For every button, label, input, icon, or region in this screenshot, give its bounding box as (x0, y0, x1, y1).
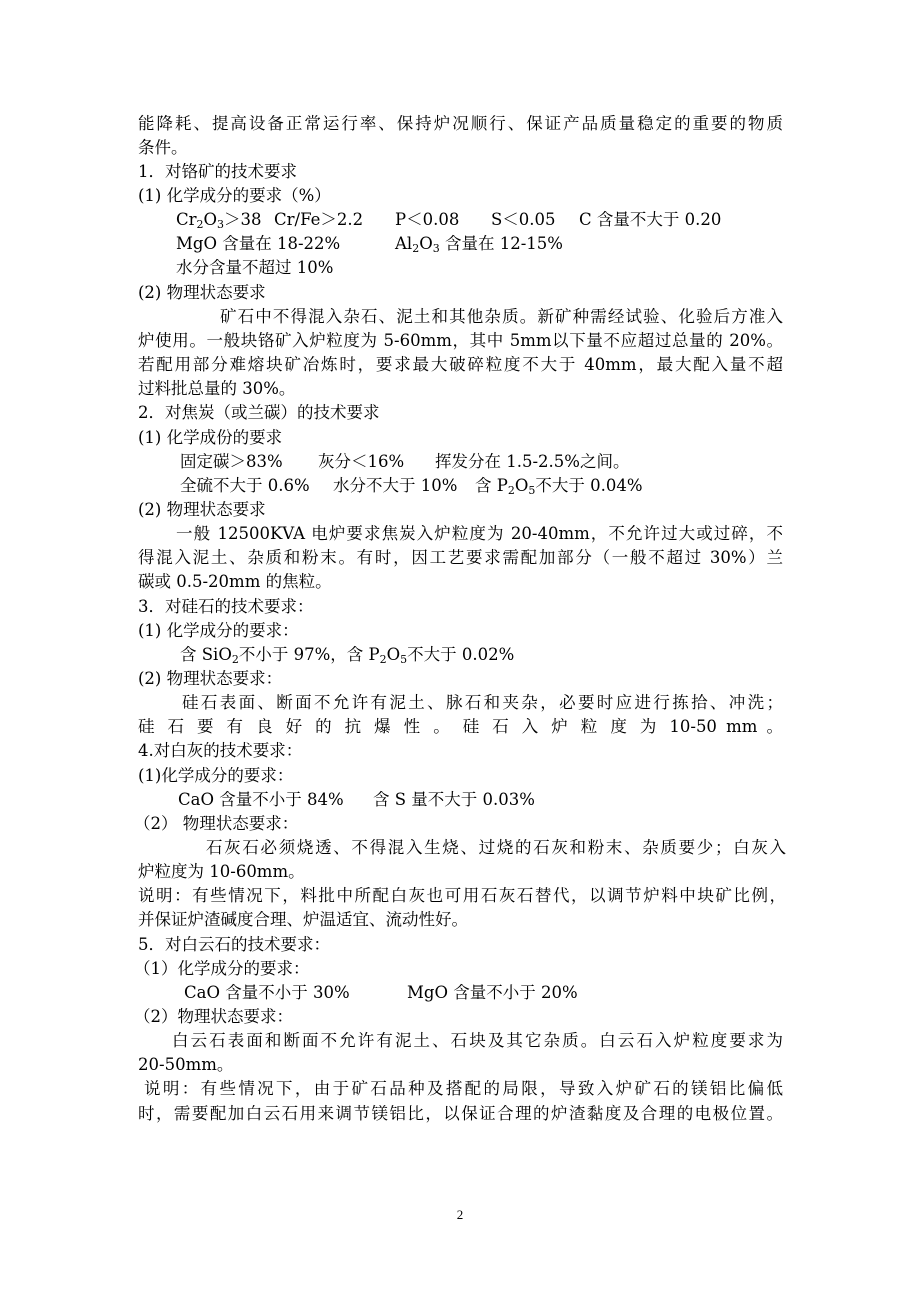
chromite-c-spec: C 含量不大于 0.20 (579, 210, 722, 229)
dolomite-note-line-1: 说明：有些情况下，由于矿石品种及搭配的局限，导致入炉矿石的镁铝比偏低 (144, 1079, 783, 1098)
lime-chem-heading: (1)化学成分的要求： (138, 766, 294, 785)
chromite-water-spec: 水分含量不超过 10% (176, 258, 334, 277)
silica-composition-spec: 含 SiO$_2$不小于 97%，含 $P_2O_5$不大于 0.02% (180, 645, 515, 666)
coke-phys-line-3: 碳或 0.5-20mm 的焦粒。 (138, 572, 332, 591)
chromite-cr2o3-spec: $Cr_2O_3>38$ (176, 210, 262, 231)
dolomite-note-line-2: 时，需要配加白云石用来调节镁铝比，以保证合理的炉渣黏度及合理的电极位置。 (138, 1104, 783, 1123)
lime-cao-spec: CaO 含量不小于 84% (178, 790, 344, 809)
section-heading-dolomite: 5．对白云石的技术要求： (138, 935, 330, 954)
silica-phys-heading: (2) 物理状态要求： (138, 669, 283, 688)
lime-phys-heading: （2） 物理状态要求： (134, 814, 299, 833)
chromite-phys-line-4: 过料批总量的 30%。 (138, 379, 296, 398)
lime-phys-line-2: 炉粒度为 10-60mm。 (138, 862, 305, 881)
section-heading-coke: 2．对焦炭（或兰碳）的技术要求 (138, 403, 380, 422)
coke-p2o5-spec: 含 $P_2O_5$不大于 0.04% (475, 476, 643, 497)
chromite-crfe-spec: Cr/Fe＞2.2 (274, 210, 364, 229)
coke-phys-heading: (2) 物理状态要求 (138, 500, 266, 519)
chromite-al2o3-spec: $Al_2O_3$ 含量在 12-15% (395, 234, 563, 255)
dolomite-phys-heading: （2）物理状态要求： (134, 1007, 293, 1026)
chromite-phys-line-3: 若配用部分难熔块矿冶炼时，要求最大破碎粒度不大于 40mm，最大配入量不超 (138, 355, 783, 374)
chromite-phys-line-1: 矿石中不得混入杂石、泥土和其他杂质。新矿种需经试验、化验后方准入 (220, 307, 783, 326)
chromite-p-spec: P＜0.08 (395, 210, 460, 229)
lime-note-line-2: 并保证炉渣碱度合理、炉温适宜、流动性好。 (138, 910, 468, 929)
silica-chem-heading: (1) 化学成分的要求： (138, 621, 299, 640)
silica-phys-line-2: 硅 石 要 有 良 好 的 抗 爆 性 。 硅 石 入 炉 粒 度 为 10-50 mm 。 (138, 717, 783, 736)
coke-water-spec: 水分不大于 10% (333, 476, 458, 495)
chromite-phys-heading: (2) 物理状态要求 (138, 283, 266, 302)
coke-phys-line-1: 一般 12500KVA 电炉要求焦炭入炉粒度为 20-40mm，不允许过大或过碎，不 (176, 524, 783, 543)
dolomite-phys-line-2: 20-50mm。 (138, 1055, 234, 1074)
lime-s-spec: 含 S 量不大于 0.03% (373, 790, 535, 809)
chromite-mgo-spec: MgO 含量在 18-22% (176, 234, 341, 253)
coke-phys-line-2: 得混入泥土、杂质和粉末。有时，因工艺要求需配加部分（一般不超过 30%）兰 (138, 548, 783, 567)
dolomite-chem-heading: （1）化学成分的要求： (134, 959, 310, 978)
section-heading-lime: 4.对白灰的技术要求： (138, 741, 303, 760)
coke-ash-spec: 灰分＜16% (318, 452, 405, 471)
lime-phys-line-1: 石灰石必须烧透、不得混入生烧、过烧的石灰和粉末、杂质要少；白灰入 (206, 838, 786, 857)
dolomite-phys-line-1: 白云石表面和断面不允许有泥土、石块及其它杂质。白云石入炉粒度要求为 (172, 1031, 783, 1050)
lime-note-line-1: 说明：有些情况下，料批中所配白灰也可用石灰石替代，以调节炉料中块矿比例， (138, 886, 786, 905)
coke-chem-heading: (1) 化学成份的要求 (138, 428, 283, 447)
intro-line-1: 能降耗、提高设备正常运行率、保持炉况顺行、保证产品质量稳定的重要的物质 (138, 114, 783, 133)
section-heading-silica: 3．对硅石的技术要求： (138, 597, 314, 616)
chromite-phys-line-2: 炉使用。一般块铬矿入炉粒度为 5-60mm，其中 5mm以下量不应超过总量的 20%。 (138, 331, 783, 350)
intro-line-2: 条件。 (138, 138, 188, 157)
dolomite-cao-spec: CaO 含量不小于 30% (184, 983, 350, 1002)
dolomite-mgo-spec: MgO 含量不小于 20% (407, 983, 578, 1002)
coke-volatile-spec: 挥发分在 1.5-2.5%之间。 (435, 452, 630, 471)
chromite-s-spec: S＜0.05 (491, 210, 556, 229)
chromite-chem-heading: (1) 化学成分的要求（%） (138, 186, 331, 205)
section-heading-chromite: 1．对铬矿的技术要求 (138, 162, 297, 181)
silica-phys-line-1: 硅石表面、断面不允许有泥土、脉石和夹杂，必要时应进行拣拾、冲洗； (182, 693, 783, 712)
coke-sulfur-spec: 全硫不大于 0.6% (180, 476, 310, 495)
page-number: 2 (456, 1207, 464, 1222)
coke-fixed-carbon-spec: 固定碳＞83% (180, 452, 283, 471)
